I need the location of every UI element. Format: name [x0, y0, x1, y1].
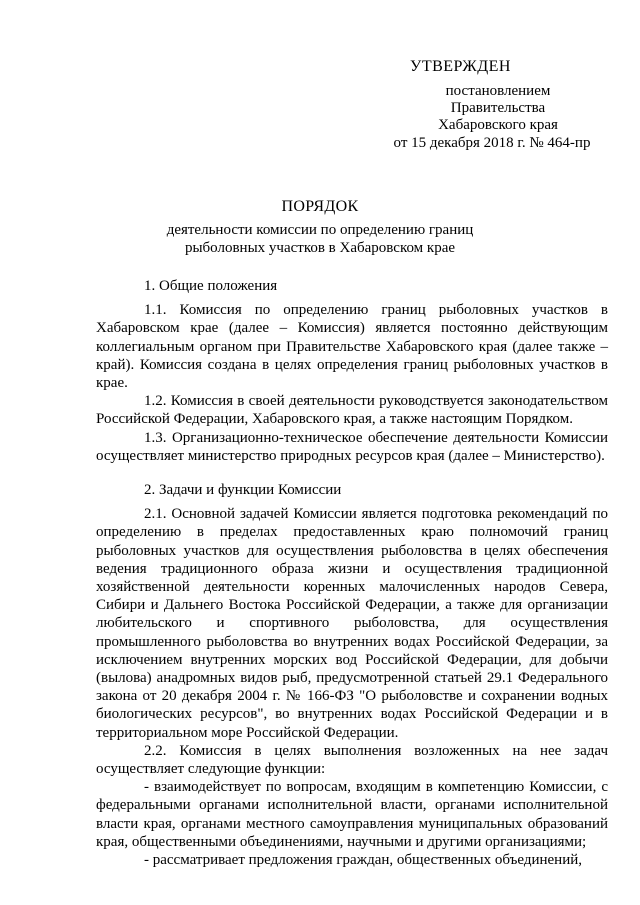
- paragraph-1-2: 1.2. Комиссия в своей деятельности руководствуется законодательством Российской Федерации, Хабаровского края, а также настоящим Порядком.: [96, 393, 608, 428]
- paragraph-1-1: 1.1. Комиссия по определению границ рыболовных участков в Хабаровском крае (далее – Комиссия) является постоянно действующим коллегиальным органом при Правительстве Хабаровского края (далее также – край). Комиссия создана в целях определения границ рыболовных участков в крае.: [96, 302, 608, 392]
- approval-date: от 15 декабря 2018 г. № 464-пр: [393, 135, 591, 151]
- approval-line-1: постановлением: [445, 83, 551, 99]
- approval-line-2: Правительства: [450, 100, 546, 116]
- document-title: [80, 198, 560, 256]
- section-2-heading: 2. Задачи и функции Комиссии: [144, 482, 342, 499]
- title-heading: ПОРЯДОК: [281, 198, 359, 215]
- approval-title: УТВЕРЖДЕН: [410, 58, 511, 75]
- list-item-1: - взаимодействует по вопросам, входящим в компетенцию Комиссии, с федеральными органами исполнительной власти, органами исполнительной власти края, органами местного самоуправления муниципальных образований края, общественными объединениями, научными и другими организациями;: [96, 779, 608, 850]
- title-subtitle-2: рыболовных участков в Хабаровском крае: [184, 240, 456, 256]
- approval-line-3: Хабаровского края: [438, 117, 558, 133]
- paragraph-2-1: 2.1. Основной задачей Комиссии является подготовка рекомендаций по определению в пределах предоставленных краю полномочий границ рыболовных участков для осуществления рыболовства в целях обеспечения ведения традиционного образа жизни и осуществления традиционной хозяйственной деятельности коренных малочисленных народов Севера, Сибири и Дальнего Востока Российской Федерации, а также для организации любительского и спортивного рыболовства, для осуществления промышленного рыболовства во внутренних водах Российской Федерации, за исключением внутренних морских вод Российской Федерации, для добычи (вылова) анадромных видов рыб, предусмотренной статьей 29.1 Федерального закона от 20 декабря 2004 г. № 166-ФЗ "О рыболовстве и сохранении водных биологических ресурсов", во внутренних водах Российской Федерации и в территориальном море Российской Федерации.: [96, 506, 608, 741]
- document-body: [96, 277, 608, 869]
- title-subtitle-1: деятельности комиссии по определению границ: [166, 222, 474, 238]
- list-item-2: - рассматривает предложения граждан, общественных объединений,: [144, 852, 583, 869]
- approval-stamp: [393, 58, 598, 152]
- paragraph-2-2: 2.2. Комиссия в целях выполнения возложенных на нее задач осуществляет следующие функции:: [96, 742, 608, 778]
- paragraph-1-3: 1.3. Организационно-техническое обеспечение деятельности Комиссии осуществляет министерство природных ресурсов края (далее – Министерство).: [96, 429, 608, 464]
- section-1-heading: 1. Общие положения: [144, 278, 278, 294]
